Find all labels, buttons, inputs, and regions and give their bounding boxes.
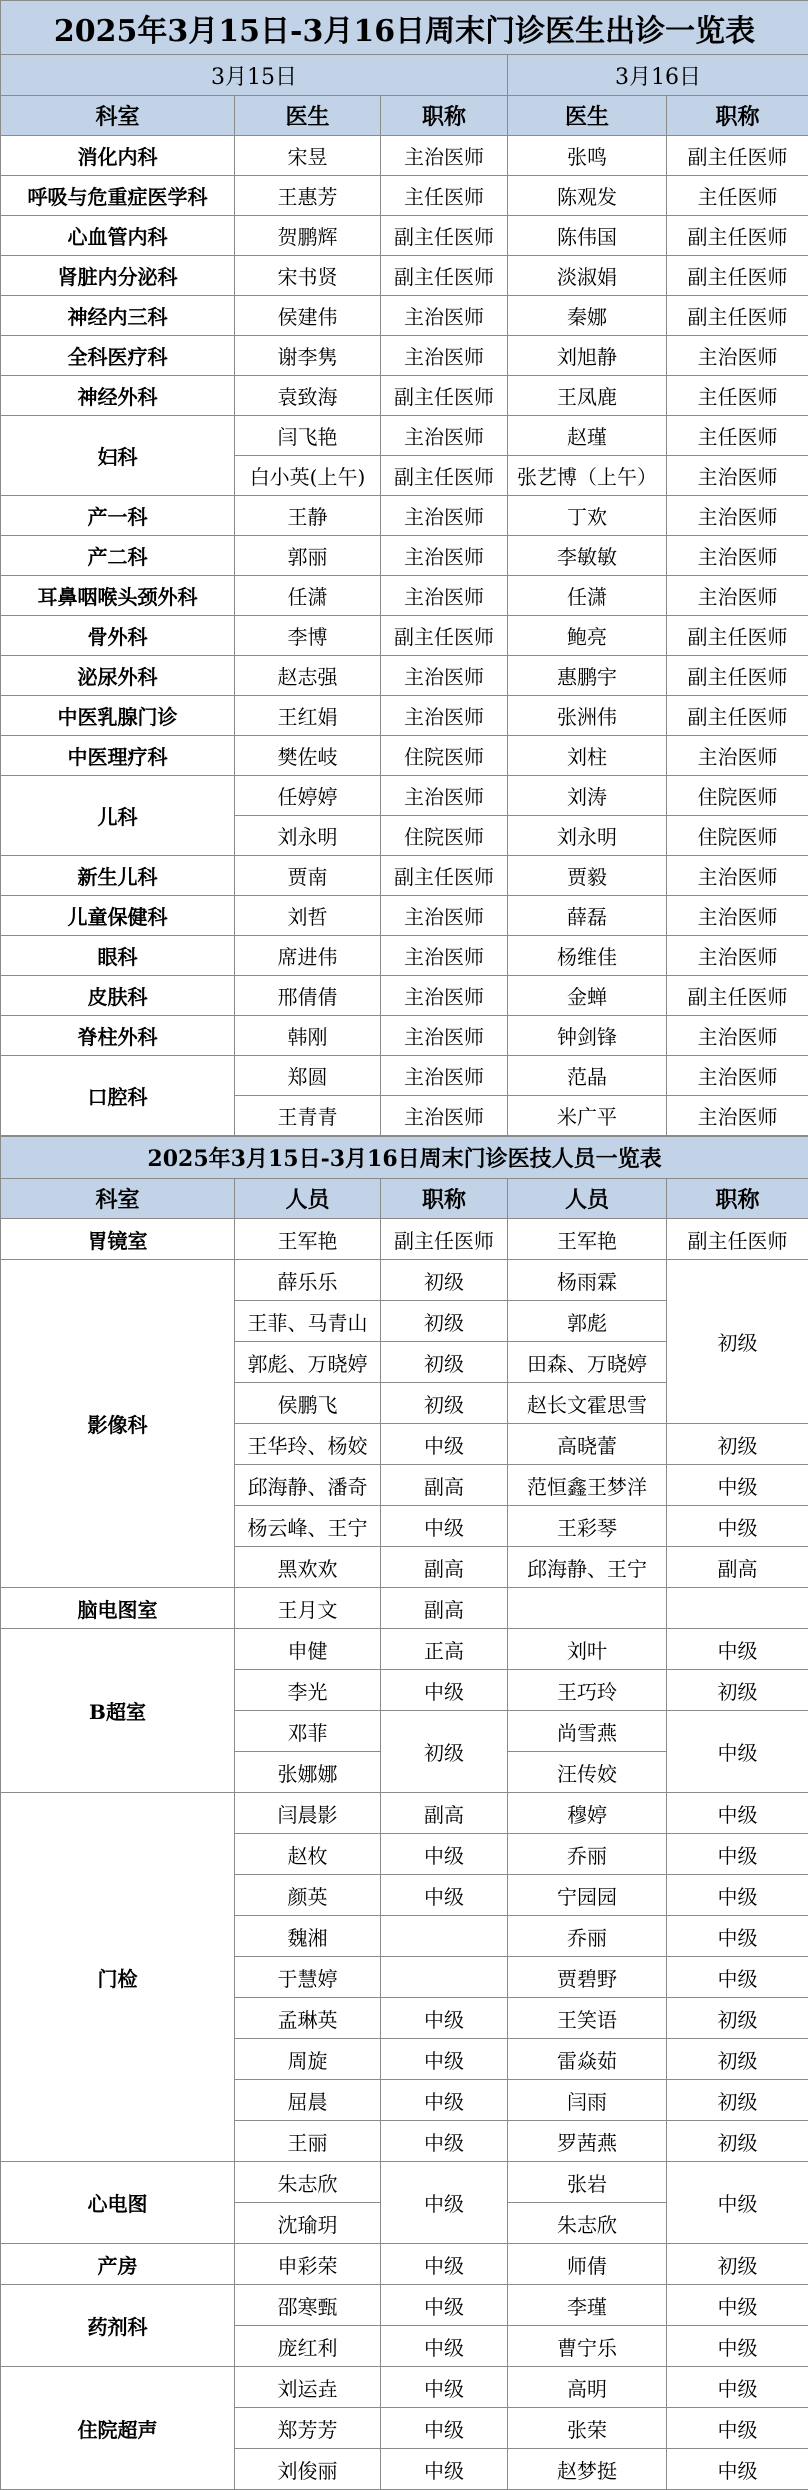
person-day2-cell: 张荣	[508, 2408, 667, 2449]
person-day2-cell: 邱海静、王宁	[508, 1547, 667, 1588]
doctor-day1-cell: 王静	[235, 496, 381, 536]
title-day2-cell: 主治医师	[667, 1056, 808, 1096]
person-day1-cell: 邵寒甄	[235, 2285, 381, 2326]
title-day1-cell: 副高	[381, 1547, 508, 1588]
title-day2-cell: 住院医师	[667, 776, 808, 816]
person-day1-cell: 赵枚	[235, 1834, 381, 1875]
person-day1-cell: 沈瑜玥	[235, 2203, 381, 2244]
title-day2-cell: 初级	[667, 1260, 808, 1424]
doctor-day2-cell: 钟剑锋	[508, 1016, 667, 1056]
person-day1-cell: 郭彪、万晓婷	[235, 1342, 381, 1383]
doctor-day2-cell: 丁欢	[508, 496, 667, 536]
doctor-day1-cell: 邢倩倩	[235, 976, 381, 1016]
person-day2-cell: 王军艳	[508, 1219, 667, 1260]
doctor-header-day2: 医生	[508, 96, 667, 136]
title-day1-cell: 副主任医师	[381, 216, 508, 256]
title-day2-cell: 初级	[667, 2039, 808, 2080]
doctor-day2-cell: 贾毅	[508, 856, 667, 896]
doctor-day2-cell: 杨维佳	[508, 936, 667, 976]
empty-cell	[667, 1588, 808, 1629]
person-day2-cell: 李瑾	[508, 2285, 667, 2326]
title-day2-cell: 中级	[667, 1793, 808, 1834]
dept-cell: 呼吸与危重症医学科	[1, 176, 235, 216]
person-day1-cell: 刘运垚	[235, 2367, 381, 2408]
table-row	[1, 616, 808, 656]
person-day2-cell: 闫雨	[508, 2080, 667, 2121]
person-day1-cell: 王军艳	[235, 1219, 381, 1260]
person-day2-cell: 杨雨霖	[508, 1260, 667, 1301]
person-day1-cell: 申彩荣	[235, 2244, 381, 2285]
title-day1-cell: 主治医师	[381, 576, 508, 616]
dept-cell: 脊柱外科	[1, 1016, 235, 1056]
title-day2-cell: 中级	[667, 1711, 808, 1793]
person-day1-cell: 周旋	[235, 2039, 381, 2080]
doctor-day2-cell: 范晶	[508, 1056, 667, 1096]
title-day1-cell	[381, 1957, 508, 1998]
doctor-day1-cell: 袁致海	[235, 376, 381, 416]
table-row	[1, 936, 808, 976]
person-day2-cell: 王彩琴	[508, 1506, 667, 1547]
table-row	[1, 376, 808, 416]
title-day1-cell: 副主任医师	[381, 456, 508, 496]
table-row	[1, 496, 808, 536]
person-day2-cell: 乔丽	[508, 1916, 667, 1957]
person-day1-cell: 黑欢欢	[235, 1547, 381, 1588]
person-day1-cell: 张娜娜	[235, 1752, 381, 1793]
table-row	[1, 1056, 808, 1096]
dept-cell: 神经内三科	[1, 296, 235, 336]
person-day1-cell: 邱海静、潘奇	[235, 1465, 381, 1506]
title-day1-cell: 主治医师	[381, 1016, 508, 1056]
title-day1-cell: 初级	[381, 1342, 508, 1383]
doctor-day2-cell: 王凤鹿	[508, 376, 667, 416]
title-day1-cell	[381, 1916, 508, 1957]
dept-cell: 神经外科	[1, 376, 235, 416]
doctor-day1-cell: 宋昱	[235, 136, 381, 176]
person-day2-cell: 田森、万晓婷	[508, 1342, 667, 1383]
title-day1-cell: 中级	[381, 1424, 508, 1465]
title-header-day2: 职称	[667, 1179, 808, 1219]
table-row	[1, 296, 808, 336]
title-day1-cell: 副主任医师	[381, 856, 508, 896]
person-day1-cell: 闫晨影	[235, 1793, 381, 1834]
title-day1-cell: 副高	[381, 1793, 508, 1834]
title-day2-cell: 副主任医师	[667, 616, 808, 656]
dept-cell: 妇科	[1, 416, 235, 496]
title-day1-cell: 主治医师	[381, 696, 508, 736]
person-day2-cell: 贾碧野	[508, 1957, 667, 1998]
title-day1-cell: 中级	[381, 2162, 508, 2244]
table-row	[1, 576, 808, 616]
person-day1-cell: 颜英	[235, 1875, 381, 1916]
doctor-day2-cell: 惠鹏宇	[508, 656, 667, 696]
person-day2-cell: 穆婷	[508, 1793, 667, 1834]
title-day2-cell: 中级	[667, 1629, 808, 1670]
title-day1-cell: 主治医师	[381, 336, 508, 376]
person-day2-cell: 汪传姣	[508, 1752, 667, 1793]
table-row	[1, 1588, 808, 1629]
title-day1-cell: 中级	[381, 2244, 508, 2285]
title-day1-cell: 主治医师	[381, 936, 508, 976]
dept-cell: 儿童保健科	[1, 896, 235, 936]
dept-cell: 口腔科	[1, 1056, 235, 1136]
title-day2-cell: 中级	[667, 2449, 808, 2490]
doctor-day1-cell: 樊佐岐	[235, 736, 381, 776]
title-day2-cell: 主治医师	[667, 936, 808, 976]
title-day1-cell: 副高	[381, 1465, 508, 1506]
title-day1-cell: 中级	[381, 2326, 508, 2367]
title-day2-cell: 初级	[667, 2244, 808, 2285]
dept-cell: 心血管内科	[1, 216, 235, 256]
title-day2-cell: 主治医师	[667, 856, 808, 896]
dept-header: 科室	[1, 1179, 235, 1219]
person-day1-cell: 王菲、马青山	[235, 1301, 381, 1342]
title-day2-cell: 主治医师	[667, 1096, 808, 1136]
doctor-day1-cell: 贾南	[235, 856, 381, 896]
person-day2-cell: 雷焱茹	[508, 2039, 667, 2080]
dept-cell: 新生儿科	[1, 856, 235, 896]
title-day2-cell: 主任医师	[667, 416, 808, 456]
doctor-day2-cell: 赵瑾	[508, 416, 667, 456]
title-day1-cell: 中级	[381, 2121, 508, 2162]
title-day2-cell: 中级	[667, 2408, 808, 2449]
dept-cell: 骨外科	[1, 616, 235, 656]
doctor-day2-cell: 米广平	[508, 1096, 667, 1136]
title-day1-cell: 中级	[381, 1834, 508, 1875]
title-day2-cell: 主治医师	[667, 496, 808, 536]
dept-cell: 门检	[1, 1793, 235, 2162]
doctor-day1-cell: 韩刚	[235, 1016, 381, 1056]
person-day1-cell: 李光	[235, 1670, 381, 1711]
title-day2-cell: 中级	[667, 1875, 808, 1916]
title-day2-cell: 初级	[667, 2121, 808, 2162]
dept-cell: 中医理疗科	[1, 736, 235, 776]
title-day1-cell: 住院医师	[381, 736, 508, 776]
title-day1-cell: 副主任医师	[381, 256, 508, 296]
title-day1-cell: 副主任医师	[381, 1219, 508, 1260]
title-day2-cell: 副主任医师	[667, 136, 808, 176]
person-day2-cell: 王巧玲	[508, 1670, 667, 1711]
person-day1-cell: 申健	[235, 1629, 381, 1670]
person-day1-cell: 薛乐乐	[235, 1260, 381, 1301]
doctor-day2-cell: 张洲伟	[508, 696, 667, 736]
doctor-day1-cell: 王红娟	[235, 696, 381, 736]
title-day1-cell: 中级	[381, 1998, 508, 2039]
doctor-day2-cell: 金蝉	[508, 976, 667, 1016]
doctor-day2-cell: 陈伟国	[508, 216, 667, 256]
title-day1-cell: 中级	[381, 1506, 508, 1547]
doctor-day2-cell: 任潇	[508, 576, 667, 616]
table-row	[1, 536, 808, 576]
dept-cell: 胃镜室	[1, 1219, 235, 1260]
title-header-day2: 职称	[667, 96, 808, 136]
person-day1-cell: 邓菲	[235, 1711, 381, 1752]
title-day2-cell: 主任医师	[667, 376, 808, 416]
title-day1-cell: 主治医师	[381, 1096, 508, 1136]
table-row	[1, 416, 808, 456]
title-day2-cell: 中级	[667, 1916, 808, 1957]
person-day2-cell: 刘叶	[508, 1629, 667, 1670]
person-day1-cell: 于慧婷	[235, 1957, 381, 1998]
table-row	[1, 1793, 808, 1834]
doctor-day1-cell: 刘哲	[235, 896, 381, 936]
empty-cell	[508, 1588, 667, 1629]
person-day2-cell: 朱志欣	[508, 2203, 667, 2244]
person-day2-cell: 乔丽	[508, 1834, 667, 1875]
title-day1-cell: 主治医师	[381, 896, 508, 936]
table-row	[1, 1260, 808, 1301]
title-day2-cell: 主治医师	[667, 456, 808, 496]
dept-cell: 中医乳腺门诊	[1, 696, 235, 736]
doctor-day2-cell: 张艺博（上午）	[508, 456, 667, 496]
table-row	[1, 2162, 808, 2203]
doctor-day1-cell: 王惠芳	[235, 176, 381, 216]
dept-cell: 眼科	[1, 936, 235, 976]
title-day1-cell: 主治医师	[381, 1056, 508, 1096]
doctor-day2-cell: 刘旭静	[508, 336, 667, 376]
person-day2-cell: 张岩	[508, 2162, 667, 2203]
table-row	[1, 216, 808, 256]
title-day2-cell: 主治医师	[667, 896, 808, 936]
person-day2-cell: 赵梦挺	[508, 2449, 667, 2490]
title-day1-cell: 主治医师	[381, 416, 508, 456]
table-row	[1, 656, 808, 696]
title-day2-cell: 中级	[667, 1506, 808, 1547]
person-day2-cell: 赵长文霍思雪	[508, 1383, 667, 1424]
person-header-day2: 人员	[508, 1179, 667, 1219]
dept-cell: 肾脏内分泌科	[1, 256, 235, 296]
title-day2-cell: 副主任医师	[667, 216, 808, 256]
table-row	[1, 1219, 808, 1260]
title-day2-cell: 副主任医师	[667, 656, 808, 696]
title-day1-cell: 主治医师	[381, 136, 508, 176]
title-day1-cell: 主治医师	[381, 496, 508, 536]
person-day1-cell: 郑芳芳	[235, 2408, 381, 2449]
person-day2-cell: 曹宁乐	[508, 2326, 667, 2367]
table-row	[1, 136, 808, 176]
title-day1-cell: 中级	[381, 2080, 508, 2121]
person-day2-cell: 罗茜燕	[508, 2121, 667, 2162]
tech-staff-table	[0, 1136, 808, 2490]
doctor-day1-cell: 郭丽	[235, 536, 381, 576]
title-day2-cell: 副主任医师	[667, 976, 808, 1016]
title-day1-cell: 中级	[381, 2408, 508, 2449]
dept-cell: 产二科	[1, 536, 235, 576]
dept-cell: 产一科	[1, 496, 235, 536]
person-day2-cell: 范恒鑫王梦洋	[508, 1465, 667, 1506]
tech-table-title: 2025年3月15日-3月16日周末门诊医技人员一览表	[1, 1137, 808, 1179]
title-day2-cell: 副主任医师	[667, 296, 808, 336]
doctor-day1-cell: 赵志强	[235, 656, 381, 696]
person-day1-cell: 王月文	[235, 1588, 381, 1629]
title-day2-cell: 初级	[667, 1424, 808, 1465]
dept-cell: 消化内科	[1, 136, 235, 176]
doctor-day2-cell: 李敏敏	[508, 536, 667, 576]
day2-header: 3月16日	[508, 55, 808, 96]
doctor-day2-cell: 刘涛	[508, 776, 667, 816]
dept-cell: 影像科	[1, 1260, 235, 1588]
dept-cell: 脑电图室	[1, 1588, 235, 1629]
person-day1-cell: 侯鹏飞	[235, 1383, 381, 1424]
title-day2-cell: 主治医师	[667, 1016, 808, 1056]
doctor-day1-cell: 白小英(上午)	[235, 456, 381, 496]
title-day2-cell: 副主任医师	[667, 1219, 808, 1260]
title-header-day1: 职称	[381, 1179, 508, 1219]
dept-cell: 耳鼻咽喉头颈外科	[1, 576, 235, 616]
person-day2-cell: 尚雪燕	[508, 1711, 667, 1752]
title-day1-cell: 副主任医师	[381, 616, 508, 656]
table-row	[1, 2244, 808, 2285]
title-day2-cell: 副主任医师	[667, 256, 808, 296]
dept-header: 科室	[1, 96, 235, 136]
doctor-day1-cell: 王青青	[235, 1096, 381, 1136]
doctor-day2-cell: 薛磊	[508, 896, 667, 936]
doctor-day2-cell: 鲍亮	[508, 616, 667, 656]
person-day1-cell: 魏湘	[235, 1916, 381, 1957]
person-day2-cell: 高晓蕾	[508, 1424, 667, 1465]
table-row	[1, 256, 808, 296]
doctor-day1-cell: 闫飞艳	[235, 416, 381, 456]
title-day1-cell: 主治医师	[381, 656, 508, 696]
table-row	[1, 776, 808, 816]
title-day2-cell: 中级	[667, 1957, 808, 1998]
doctor-day1-cell: 郑圆	[235, 1056, 381, 1096]
title-day1-cell: 副高	[381, 1588, 508, 1629]
table-row	[1, 976, 808, 1016]
title-day2-cell: 住院医师	[667, 816, 808, 856]
dept-cell: 心电图	[1, 2162, 235, 2244]
table-row	[1, 896, 808, 936]
table-row	[1, 1629, 808, 1670]
title-header-day1: 职称	[381, 96, 508, 136]
doctor-day1-cell: 席进伟	[235, 936, 381, 976]
title-day2-cell: 初级	[667, 1670, 808, 1711]
title-day1-cell: 主治医师	[381, 536, 508, 576]
table-row	[1, 736, 808, 776]
person-day1-cell: 孟琳英	[235, 1998, 381, 2039]
title-day2-cell: 中级	[667, 2367, 808, 2408]
day1-header: 3月15日	[1, 55, 508, 96]
title-day1-cell: 中级	[381, 2367, 508, 2408]
title-day2-cell: 中级	[667, 1834, 808, 1875]
title-day1-cell: 主治医师	[381, 296, 508, 336]
table-row	[1, 2285, 808, 2326]
doctor-day1-cell: 宋书贤	[235, 256, 381, 296]
title-day1-cell: 住院医师	[381, 816, 508, 856]
doctor-day2-cell: 刘柱	[508, 736, 667, 776]
doctor-schedule-table	[0, 0, 808, 1136]
doctor-day1-cell: 侯建伟	[235, 296, 381, 336]
person-day2-cell: 郭彪	[508, 1301, 667, 1342]
title-day1-cell: 初级	[381, 1383, 508, 1424]
doctor-day2-cell: 张鸣	[508, 136, 667, 176]
title-day1-cell: 中级	[381, 1670, 508, 1711]
title-day1-cell: 初级	[381, 1711, 508, 1793]
dept-cell: 泌尿外科	[1, 656, 235, 696]
person-day2-cell: 高明	[508, 2367, 667, 2408]
title-day1-cell: 初级	[381, 1260, 508, 1301]
title-day2-cell: 主治医师	[667, 576, 808, 616]
doctor-day1-cell: 谢李隽	[235, 336, 381, 376]
doctor-day2-cell: 淡淑娟	[508, 256, 667, 296]
title-day2-cell: 中级	[667, 1465, 808, 1506]
person-day1-cell: 王丽	[235, 2121, 381, 2162]
person-day1-cell: 杨云峰、王宁	[235, 1506, 381, 1547]
person-day2-cell: 宁园园	[508, 1875, 667, 1916]
title-day1-cell: 中级	[381, 2449, 508, 2490]
title-day2-cell: 副高	[667, 1547, 808, 1588]
title-day2-cell: 中级	[667, 2285, 808, 2326]
title-day2-cell: 主治医师	[667, 736, 808, 776]
title-day2-cell: 初级	[667, 2080, 808, 2121]
title-day2-cell: 主治医师	[667, 336, 808, 376]
title-day2-cell: 主治医师	[667, 536, 808, 576]
title-day1-cell: 中级	[381, 1875, 508, 1916]
person-day2-cell: 王笑语	[508, 1998, 667, 2039]
doctor-day1-cell: 任婷婷	[235, 776, 381, 816]
person-day2-cell: 师倩	[508, 2244, 667, 2285]
title-day1-cell: 中级	[381, 2285, 508, 2326]
title-day1-cell: 中级	[381, 2039, 508, 2080]
doctor-day1-cell: 李博	[235, 616, 381, 656]
title-day2-cell: 中级	[667, 2162, 808, 2244]
doctor-day1-cell: 刘永明	[235, 816, 381, 856]
title-day1-cell: 主任医师	[381, 176, 508, 216]
doctor-day1-cell: 贺鹏辉	[235, 216, 381, 256]
title-day1-cell: 主治医师	[381, 776, 508, 816]
doctor-day2-cell: 陈观发	[508, 176, 667, 216]
title-day2-cell: 副主任医师	[667, 696, 808, 736]
dept-cell: 药剂科	[1, 2285, 235, 2367]
dept-cell: B超室	[1, 1629, 235, 1793]
title-day2-cell: 初级	[667, 1998, 808, 2039]
doctor-day2-cell: 刘永明	[508, 816, 667, 856]
title-day1-cell: 主治医师	[381, 976, 508, 1016]
title-day2-cell: 中级	[667, 2326, 808, 2367]
title-day1-cell: 正高	[381, 1629, 508, 1670]
person-day1-cell: 刘俊丽	[235, 2449, 381, 2490]
dept-cell: 住院超声	[1, 2367, 235, 2490]
table-row	[1, 1016, 808, 1056]
person-day1-cell: 屈晨	[235, 2080, 381, 2121]
table-row	[1, 696, 808, 736]
person-day1-cell: 王华玲、杨姣	[235, 1424, 381, 1465]
doctor-table-title: 2025年3月15日-3月16日周末门诊医生出诊一览表	[1, 1, 808, 55]
person-day1-cell: 朱志欣	[235, 2162, 381, 2203]
table-row	[1, 856, 808, 896]
person-header-day1: 人员	[235, 1179, 381, 1219]
doctor-header-day1: 医生	[235, 96, 381, 136]
title-day1-cell: 副主任医师	[381, 376, 508, 416]
dept-cell: 儿科	[1, 776, 235, 856]
dept-cell: 产房	[1, 2244, 235, 2285]
doctor-day2-cell: 秦娜	[508, 296, 667, 336]
table-row	[1, 2367, 808, 2408]
table-row	[1, 176, 808, 216]
table-row	[1, 336, 808, 376]
title-day2-cell: 主任医师	[667, 176, 808, 216]
title-day1-cell: 初级	[381, 1301, 508, 1342]
dept-cell: 全科医疗科	[1, 336, 235, 376]
doctor-day1-cell: 任潇	[235, 576, 381, 616]
dept-cell: 皮肤科	[1, 976, 235, 1016]
person-day1-cell: 庞红利	[235, 2326, 381, 2367]
